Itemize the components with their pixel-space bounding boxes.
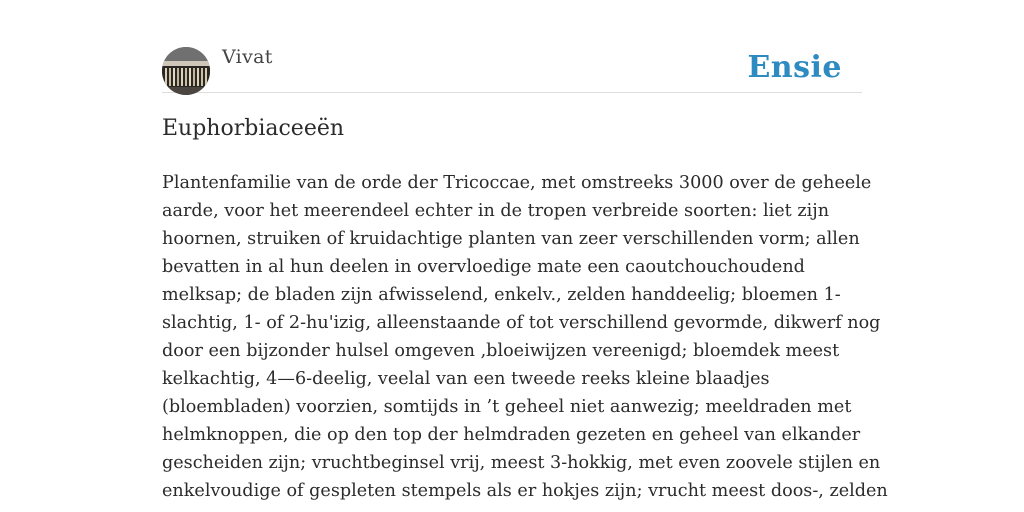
- ensie-logo[interactable]: Ensie: [747, 50, 842, 85]
- author-name[interactable]: Vivat: [222, 46, 273, 68]
- body-line: aarde, voor het meerendeel echter in de tropen verbreide soorten: liet zijn: [162, 201, 830, 221]
- body-line: enkelvoudige of gespleten stempels als er hokjes zijn; vrucht meest doos-, zelden: [162, 481, 888, 501]
- body-line: melksap; de bladen zijn afwisselend, enkelv., zelden handdeelig; bloemen 1-: [162, 285, 841, 305]
- body-line: bevatten in al hun deelen in overvloedige mate een caoutchouchoudend: [162, 257, 805, 277]
- body-line: slachtig, 1- of 2-hu'izig, alleenstaande of tot verschillend gevormde, dikwerf nog: [162, 313, 881, 333]
- body-line: (bloembladen) voorzien, somtijds in ’t geheel niet aanwezig; meeldraden met: [162, 397, 852, 417]
- article-body: [162, 169, 888, 505]
- body-line: kelkachtig, 4—6-deelig, veelal van een tweede reeks kleine blaadjes: [162, 369, 770, 389]
- article-header: [162, 46, 862, 93]
- author-avatar[interactable]: [162, 47, 210, 95]
- library-bookshelf-icon: [162, 47, 210, 95]
- body-line: hoornen, struiken of kruidachtige planten van zeer verschillenden vorm; allen: [162, 229, 860, 249]
- body-line: helmknoppen, die op den top der helmdraden gezeten en geheel van elkander: [162, 425, 861, 445]
- body-line: door een bijzonder hulsel omgeven ,bloeiwijzen vereenigd; bloemdek meest: [162, 341, 840, 361]
- body-line: Plantenfamilie van de orde der Tricoccae, met omstreeks 3000 over de geheele: [162, 173, 872, 193]
- article-title: Euphorbiaceeën: [162, 116, 345, 141]
- body-line: gescheiden zijn; vruchtbeginsel vrij, meest 3-hokkig, met even zoovele stijlen en: [162, 453, 881, 473]
